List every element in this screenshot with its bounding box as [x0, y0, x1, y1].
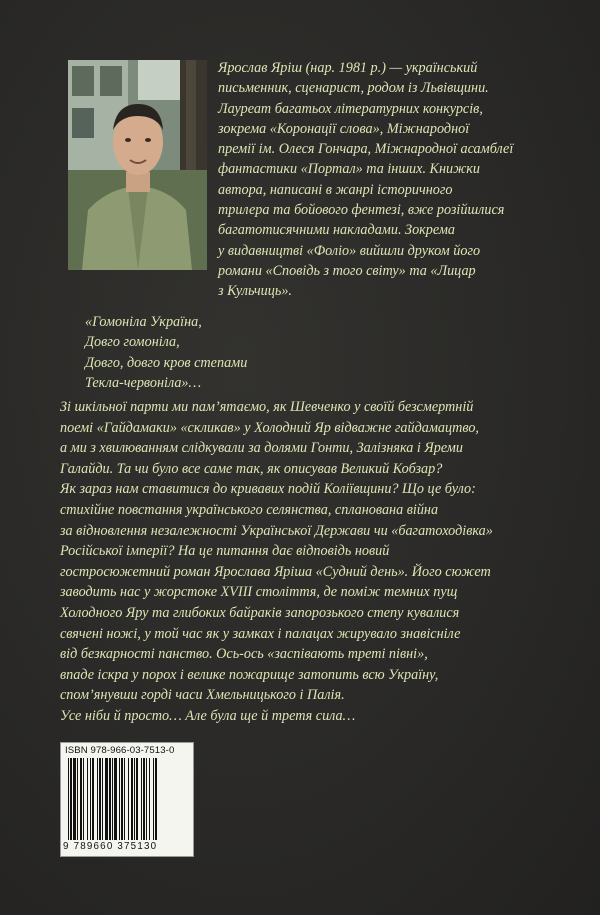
annotation-line: Російської імперії? На це питання дає відповідь новий	[60, 543, 390, 560]
author-biography	[218, 58, 596, 302]
barcode-bars	[68, 758, 186, 840]
annotation-line: заводить нас у жорстоке XVIII століття, де поміж темних пущ	[60, 584, 458, 601]
barcode	[60, 742, 194, 857]
book-annotation	[60, 397, 590, 727]
bio-line: романи «Сповідь з того світу» та «Лицар	[218, 262, 476, 279]
annotation-line: Холодного Яру та глибоких байраків запорозького степу кувалися	[60, 604, 460, 621]
annotation-line: від безкарності панство. Ось-ось «заспівають треті півні»,	[60, 646, 428, 663]
annotation-line: стихійне повстання українського селянства, спланована війна	[60, 501, 439, 518]
bio-line: багатотисячними накладами. Зокрема	[218, 222, 455, 239]
annotation-line: гостросюжетний роман Ярослава Яріша «Судний день». Його сюжет	[60, 563, 491, 580]
annotation-line: Зі шкільної парти ми пам’ятаємо, як Шевченко у своїй безсмертній	[60, 399, 474, 415]
bio-line: Лауреат багатьох літературних конкурсів,	[218, 100, 483, 117]
annotation-line: впаде іскра у порох і велике пожарище затопить всю Україну,	[60, 666, 439, 683]
bio-line: фантастики «Портал» та інших. Книжки	[218, 161, 481, 178]
annotation-line: Як зараз нам ставитися до кривавих подій Коліївщини? Що це було:	[60, 481, 476, 498]
annotation-line: спом’янувши горді часи Хмельницького і Палія.	[60, 687, 345, 704]
poem-quote	[85, 312, 345, 393]
bio-line: у видавництві «Фоліо» вийшли друком його	[218, 242, 481, 259]
bio-line: Ярослав Яріш (нар. 1981 р.) — український	[218, 60, 478, 76]
annotation-line: свячені ножі, у той час як у замках і палацах жирувало знавісніле	[60, 625, 461, 642]
annotation-line: поемі «Гайдамаки» «скликав» у Холодний Яр відважне гайдамацтво,	[60, 419, 479, 436]
poem-line: «Гомоніла Україна,	[85, 314, 202, 330]
annotation-line: за відновлення незалежності Української Держави чи «багатоходівка»	[60, 522, 493, 539]
bio-line: зокрема «Коронації слова», Міжнародної	[218, 120, 470, 137]
bio-line: з Кульчиць».	[218, 283, 292, 300]
author-photo	[68, 60, 207, 270]
bio-line: премії ім. Олеся Гончара, Міжнародної асамблеї	[218, 141, 514, 158]
poem-line: Довго гомоніла,	[85, 334, 180, 351]
bio-line: трилера та бойового фентезі, вже розійшлися	[218, 202, 505, 219]
annotation-line: а ми з хвилюванням слідкували за долями Гонти, Залізняка і Яреми	[60, 440, 463, 457]
isbn-label: ISBN 978-966-03-7513-0	[65, 745, 175, 756]
barcode-digits: 9 789660 375130	[63, 841, 158, 852]
annotation-line: Галайди. Та чи було все саме так, як описував Великий Кобзар?	[60, 460, 443, 477]
bio-line: автора, написані в жанрі історичного	[218, 181, 453, 198]
bio-line: письменник, сценарист, родом із Львівщини.	[218, 80, 489, 97]
annotation-line: Усе ніби й просто… Але була ще й третя сила…	[60, 707, 356, 724]
poem-line: Текла-червоніла»…	[85, 374, 202, 391]
poem-line: Довго, довго кров степами	[85, 354, 248, 371]
